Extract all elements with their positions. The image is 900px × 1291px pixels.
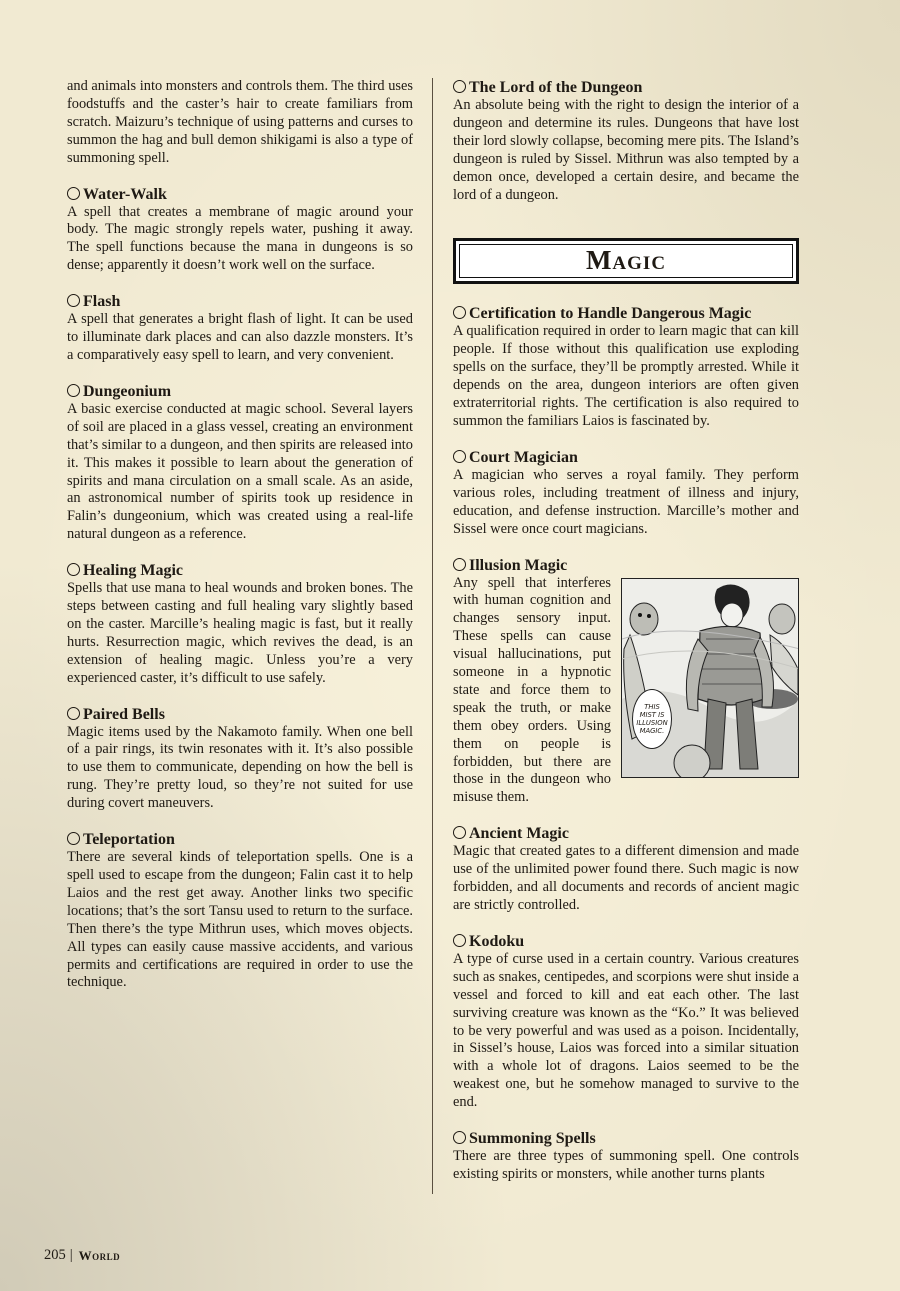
bullet-circle-icon	[453, 80, 466, 93]
entry-title: Court Magician	[469, 448, 578, 466]
entry-certification	[453, 304, 799, 430]
entry-heading	[67, 705, 413, 724]
entry-dungeonium	[67, 382, 413, 544]
entry-body: A spell that creates a membrane of magic around your body. The magic strongly repels water, pushing it away. The spell functions because the mana in dungeons is so dense; apparently it doesn’t work well on the surface.	[67, 203, 413, 274]
entry-flash	[67, 292, 413, 365]
entry-heading	[453, 1129, 799, 1148]
footer-section-label: World	[78, 1247, 121, 1263]
entry-kodoku	[453, 932, 799, 1112]
entry-heading	[67, 382, 413, 401]
entry-body: A spell that generates a bright flash of light. It can be used to illuminate dark places and can also dazzle monsters. It’s a comparatively easy spell to learn, and very convenient.	[67, 311, 413, 363]
entry-body: Spells that use mana to heal wounds and broken bones. The steps between casting and full healing vary slightly based on the caster. Marcille’s healing magic is fast, but it really hurts. Resurrection magic, which revives the dead, is an extension of healing magic. Unless you’re a very experienced caster, it’s difficult to use safely.	[67, 580, 413, 686]
entry-court-magician	[453, 448, 799, 539]
entry-illusion-magic	[453, 556, 799, 808]
entry-body: There are several kinds of teleportation spells. One is a spell used to escape from the dungeon; Falin cast it to help Laios and the rest get away. Another links two specific locations; that’s the sort Tansu used to return to the surface. Then there’s the type Mithrun uses, which moves objects. All types can easily cause massive accidents, and various permits and certifications are required in order to use the technique.	[67, 849, 413, 991]
left-column	[67, 78, 413, 1009]
entry-title: Summoning Spells	[469, 1130, 596, 1148]
entry-body: A magician who serves a royal family. They perform various roles, including treatment of illness and injury, education, and defense instruction. Marcille’s mother and Sissel were once court magicians.	[453, 466, 799, 537]
entry-lord-of-the-dungeon	[453, 78, 799, 204]
entry-healing-magic	[67, 561, 413, 687]
entry-heading	[67, 830, 413, 849]
section-banner	[453, 238, 799, 284]
entry-body: A qualification required in order to learn magic that can kill people. If those without this qualification use exploding spells on the surface, they’ll be promptly arrested. While it depends on the area, dungeon interiors are often given extraterritorial rights. The certification is also required to summon the familiars Laios is fascinated by.	[453, 323, 799, 429]
entry-title: Paired Bells	[83, 705, 165, 723]
entry-body: An absolute being with the right to design the interior of a dungeon and determine its rules. Dungeons that have lost their lord slowly collapse, becoming mere pits. The Island’s dungeon is ruled by Sissel. Mithrun was also tempted by a demon once, developed a certain desire, and became the lord of a dungeon.	[453, 97, 799, 203]
entry-heading	[453, 824, 799, 843]
entry-title: Dungeonium	[83, 382, 172, 400]
manga-panel-illustration	[621, 578, 799, 778]
section-title: Magic	[585, 245, 667, 276]
entry-title: The Lord of the Dungeon	[469, 79, 643, 96]
entry-title: Water-Walk	[83, 185, 167, 203]
bullet-circle-icon	[453, 306, 466, 319]
entry-title: Healing Magic	[83, 562, 183, 580]
entry-title: Flash	[83, 293, 121, 311]
entry-body: A type of curse used in a certain country. Various creatures such as snakes, centipedes, and scorpions were shut inside a vessel and forced to kill and eat each other. The last surviving creature was known as the “Ko.” It was believed to be very powerful and was used as a poison. Incidentally, in Sissel’s house, Laios was forced into a similar situation with a whole lot of dragons. Laios seemed to be the weakest one, but he somehow managed to survive to the end.	[453, 950, 799, 1111]
bullet-circle-icon	[453, 934, 466, 947]
footer-separator: |	[69, 1247, 73, 1263]
entry-heading	[67, 292, 413, 311]
entry-title: Ancient Magic	[469, 825, 569, 843]
entry-body: Any spell that interferes with human cognition and changes sensory input. These spells can cause visual hallucinations, put someone in a hypnotic state and force them to speak the truth, or make them obey orders. Using them on people is forbidden, but there are those in the dungeon who misuse them.	[453, 574, 611, 806]
right-column	[453, 78, 799, 1201]
bullet-circle-icon	[67, 832, 80, 845]
entry-heading	[453, 304, 799, 323]
entry-ancient-magic	[453, 824, 799, 915]
entry-teleportation	[67, 830, 413, 992]
entry-body: Magic items used by the Nakamoto family. When one bell of a pair rings, its twin resonates with it. It’s also possible to use them to communicate, depending on how the bell is rung. They’re pretty loud, so they’re not suited for use during covert maneuvers.	[67, 723, 413, 812]
entry-body: Magic that created gates to a different dimension and made use of the unlimited power found there. Such magic is now forbidden, and all documents and records of ancient magic are strictly controlled.	[453, 843, 799, 913]
bullet-circle-icon	[67, 384, 80, 397]
entry-title: Kodoku	[469, 932, 525, 950]
entry-title: Illusion Magic	[469, 556, 568, 574]
entry-title: Teleportation	[83, 831, 175, 849]
entry-heading	[453, 556, 799, 575]
column-divider	[432, 78, 433, 1194]
bullet-circle-icon	[453, 826, 466, 839]
entry-heading	[67, 185, 413, 204]
entry-heading	[453, 932, 799, 951]
intro-paragraph: and animals into monsters and controls them. The third uses foodstuffs and the caster’s hair to create familiars from scratch. Maizuru’s technique of using patterns and curses to summon the hag and bull demon shikigami is also a type of summoning spell.	[67, 78, 413, 166]
entry-heading	[453, 78, 799, 97]
bullet-circle-icon	[67, 294, 80, 307]
page-footer	[44, 1247, 120, 1264]
bullet-circle-icon	[453, 450, 466, 463]
entry-title: Certification to Handle Dangerous Magic	[469, 305, 752, 323]
entry-summoning-spells	[453, 1129, 799, 1184]
speech-bubble: THIS MIST IS ILLUSION MAGIC.	[632, 689, 672, 749]
entry-water-walk	[67, 185, 413, 276]
bullet-circle-icon	[67, 187, 80, 200]
page-number: 205	[44, 1247, 66, 1263]
bullet-circle-icon	[67, 707, 80, 720]
entry-heading	[67, 561, 413, 580]
bullet-circle-icon	[453, 1131, 466, 1144]
bullet-circle-icon	[67, 563, 80, 576]
entry-paired-bells	[67, 705, 413, 814]
bullet-circle-icon	[453, 558, 466, 571]
entry-body: There are three types of summoning spell. One controls existing spirits or monsters, while another turns plants	[453, 1148, 799, 1182]
entry-body: A basic exercise conducted at magic school. Several layers of soil are placed in a glass vessel, creating an environment that’s similar to a dungeon, and then spirits are released into it. This makes it possible to learn about the generation of spirits and mana circulation on a small scale. As an aside, an astronomical number of spirits took up residence in Falin’s dungeonium, which was created using a real-life natural dungeon as a reference.	[67, 400, 413, 543]
entry-heading	[453, 448, 799, 467]
